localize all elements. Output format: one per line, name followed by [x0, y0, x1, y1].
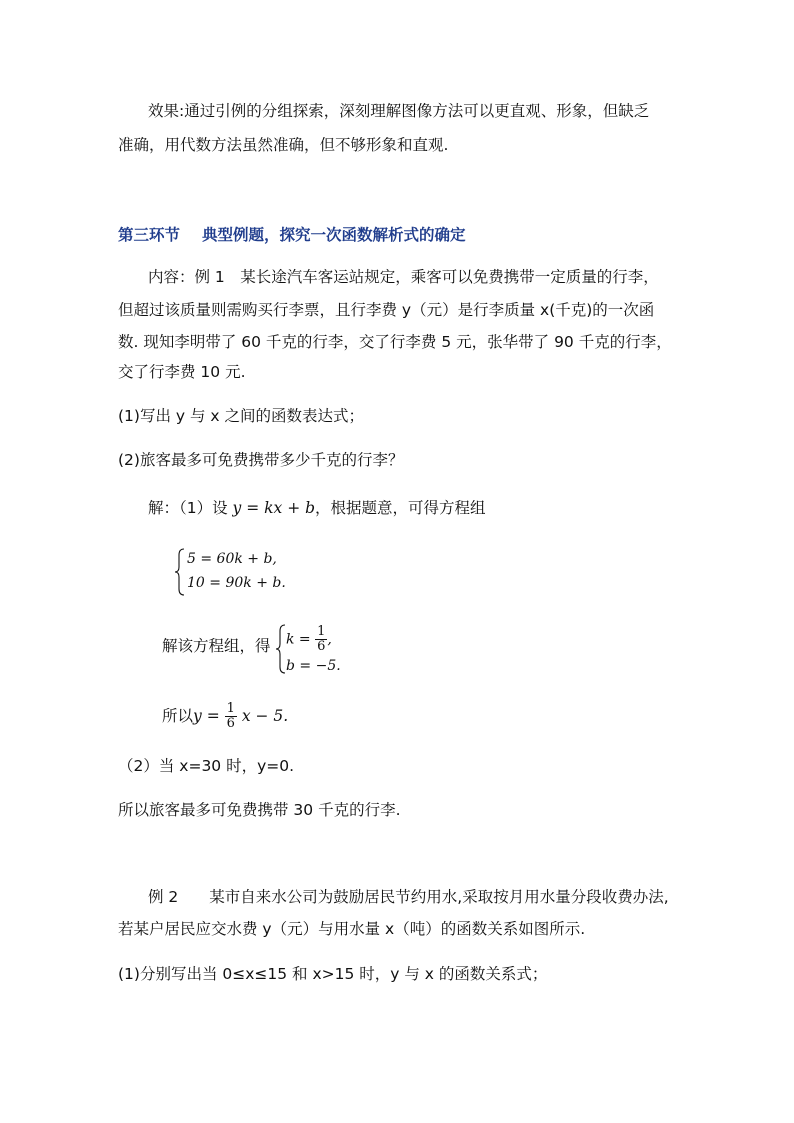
example-2-question-1: (1)分别写出当 0≤x≤15 和 x>15 时，y 与 x 的函数关系式； — [118, 965, 548, 983]
example-2-line-1: 例 2 某市自来水公司为鼓励居民节约用水,采取按月用水量分段收费办法, — [148, 888, 669, 906]
effect-line-1: 效果:通过引例的分组探索，深刻理解图像方法可以更直观、形象，但缺乏 — [148, 102, 650, 120]
k-label: k = — [286, 631, 311, 648]
section-heading — [118, 223, 466, 245]
solution-system — [276, 624, 366, 676]
solution-b: b = −5. — [286, 658, 341, 674]
k-tail: , — [327, 631, 332, 648]
k-numerator: 1 — [317, 624, 326, 639]
so-denominator: 6 — [226, 716, 235, 731]
so-line — [162, 702, 288, 731]
k-fraction — [315, 625, 327, 654]
so-fraction — [225, 702, 237, 731]
section-label: 第三环节 — [118, 226, 181, 244]
solution-intro-equation: y = kx + b — [232, 499, 316, 517]
example-1-line-3: 数. 现知李明带了 60 千克的行李，交了行李费 5 元，张华带了 90 千克的行李， — [118, 333, 672, 351]
system-equation-2: 10 = 90k + b. — [187, 575, 286, 591]
example-1-line-1: 内容：例 1 某长途汽车客运站规定，乘客可以免费携带一定质量的行李， — [148, 268, 659, 286]
solution-intro — [148, 498, 486, 518]
so-prefix: 所以 — [162, 707, 194, 725]
example-1-question-1: (1)写出 y 与 x 之间的函数表达式； — [118, 407, 365, 425]
equation-system — [175, 548, 295, 598]
example-2-line-2: 若某户居民应交水费 y（元）与用水量 x（吨）的函数关系如图所示. — [118, 920, 586, 938]
example-1-line-4: 交了行李费 10 元. — [118, 363, 246, 381]
solution-conclusion: 所以旅客最多可免费携带 30 千克的行李. — [118, 801, 401, 819]
example-1-line-2: 但超过该质量则需购买行李票，且行李费 y（元）是行李质量 x(千克)的一次函 — [118, 301, 655, 319]
so-lhs: y = — [193, 707, 220, 725]
solution-intro-suffix: ，根据题意，可得方程组 — [315, 499, 486, 517]
solution-k — [286, 625, 332, 654]
example-1-question-2: (2)旅客最多可免费携带多少千克的行李？ — [118, 451, 404, 469]
effect-line-2: 准确，用代数方法虽然准确，但不够形象和直观. — [118, 136, 449, 154]
solve-prefix: 解该方程组，得 — [162, 637, 271, 655]
solution-part-2: （2）当 x=30 时，y=0. — [118, 757, 295, 775]
system-equation-1: 5 = 60k + b, — [187, 551, 277, 567]
solution-intro-prefix: 解：（1）设 — [148, 499, 233, 517]
so-tail: x − 5. — [241, 707, 289, 725]
left-brace-icon — [276, 624, 286, 674]
section-title: 典型例题，探究一次函数解析式的确定 — [202, 226, 466, 244]
k-denominator: 6 — [317, 639, 326, 654]
left-brace-icon — [175, 548, 185, 596]
so-numerator: 1 — [226, 701, 235, 716]
